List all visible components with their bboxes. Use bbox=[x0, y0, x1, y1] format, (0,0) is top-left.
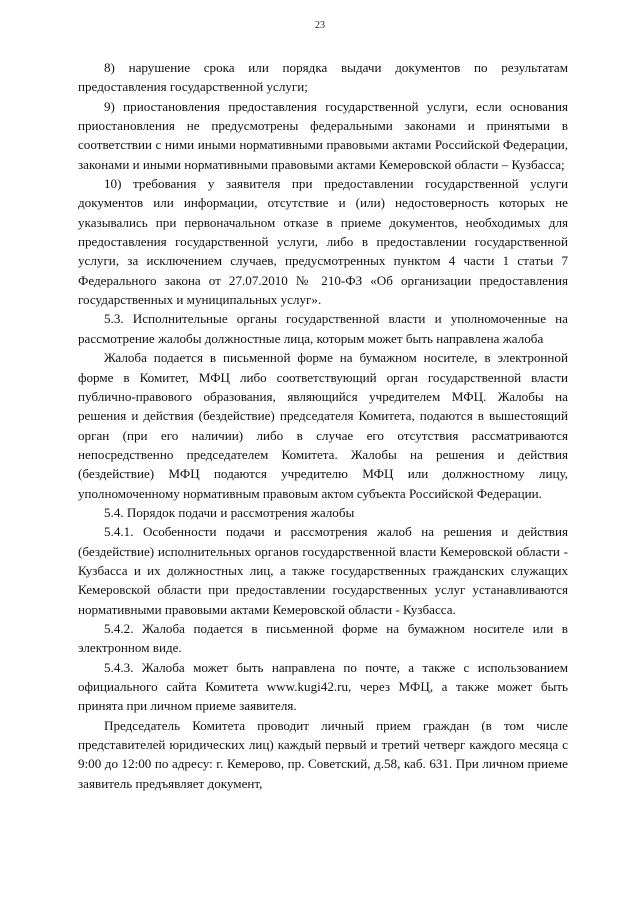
paragraph-item-9: 9) приостановления предоставления государственной услуги, если основания приостановления не предусмотрены федеральными законами и принятыми в соответствии с ними иными нормативными правовыми актами Российской Федерации, законами и иными нормативными правовыми актами Кемеровской области – Кузбасса; bbox=[78, 98, 568, 172]
section-5-4-2-paragraph: 5.4.2. Жалоба подается в письменной форме на бумажном носителе или в электронном виде. bbox=[78, 620, 568, 656]
personal-reception-paragraph: Председатель Комитета проводит личный прием граждан (в том числе представителей юридических лиц) каждый первый и третий четверг каждого месяца с 9:00 до 12:00 по адресу: г. Кемерово, пр. Советский, д.58, каб. 631. При личном приеме заявитель предъявляет документ, bbox=[78, 717, 568, 791]
paragraph-item-8: 8) нарушение срока или порядка выдачи документов по результатам предоставления государственной услуги; bbox=[78, 60, 568, 95]
section-5-4-3-paragraph: 5.4.3. Жалоба может быть направлена по почте, а также с использованием официального сайта Комитета www.kugi42.ru, через МФЦ, а также может быть принята при личном приеме заявителя. bbox=[78, 659, 568, 714]
document-body bbox=[78, 58, 568, 793]
section-5-4-heading: 5.4. Порядок подачи и рассмотрения жалобы bbox=[104, 504, 355, 520]
complaint-submission-paragraph: Жалоба подается в письменной форме на бумажном носителе, в электронной форме в Комитет, МФЦ либо соответствующий орган государственной власти публично-правового образования, являющийся учредителем МФЦ. Жалобы на решения и действия (бездействие) председателя Комитета, подаются в вышестоящий орган (при его наличии) либо в случае его отсутствия рассматриваются непосредственно председателем Комитета. Жалобы на решения и действия (бездействие) МФЦ подаются учредителю МФЦ или должностному лицу, уполномоченному нормативным правовым актом субъекта Российской Федерации. bbox=[78, 350, 568, 501]
section-5-4-1-paragraph: 5.4.1. Особенности подачи и рассмотрения жалоб на решения и действия (бездействие) исполнительных органов государственной власти Кемеровской области - Кузбасса и их должностных лиц, а также государственных гражданских служащих Кемеровской области при предоставлении государственных услуг устанавливаются нормативными правовыми актами Кемеровской области - Кузбасса. bbox=[78, 524, 568, 617]
paragraph-item-10: 10) требования у заявителя при предоставлении государственной услуги документов или информации, отсутствие и (или) недостоверность которых не указывались при первоначальном отказе в приеме документов, необходимых для предоставления государственной услуги, либо в предоставлении государственной услуги, за исключением случаев, предусмотренных пунктом 4 части 1 статьи 7 Федерального закона от 27.07.2010 № 210-ФЗ «Об организации предоставления государственных и муниципальных услуг». bbox=[78, 176, 568, 308]
section-5-3-heading: 5.3. Исполнительные органы государственной власти и уполномоченные на рассмотрение жалобы должностные лица, которым может быть направлена жалоба bbox=[78, 311, 568, 346]
page-number: 23 bbox=[315, 20, 325, 31]
